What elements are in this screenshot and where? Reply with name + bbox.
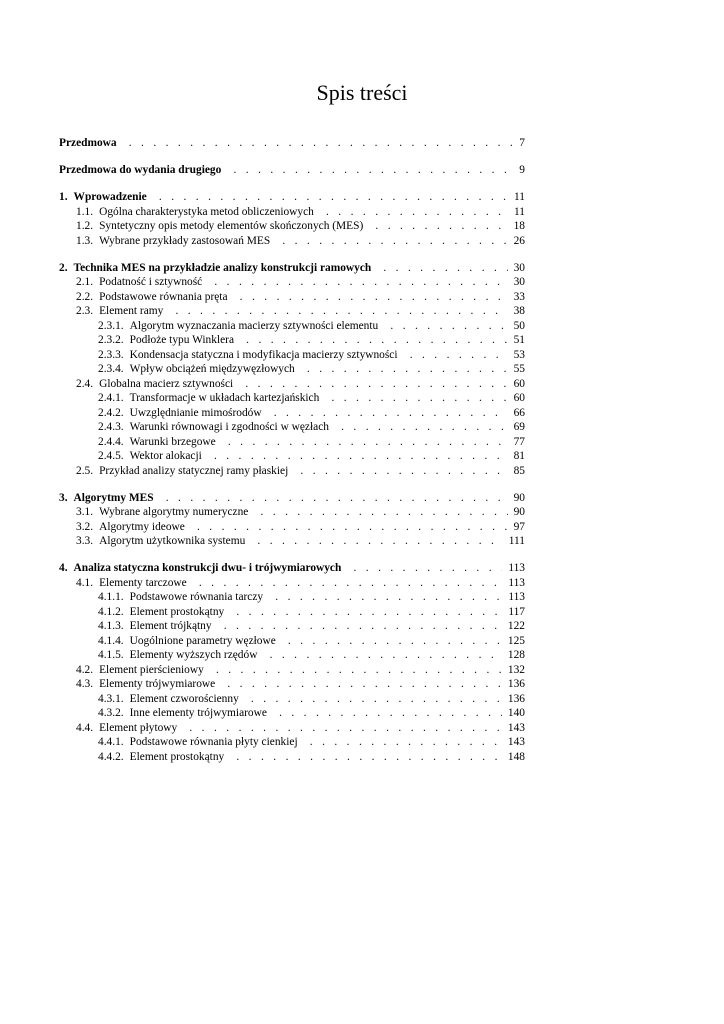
toc-entry-number: 2.1. [76,276,94,288]
toc-entry-page-number: 55 [508,362,525,377]
toc-entry-number: 1.2. [76,220,94,232]
toc-entry-number: 2.3.2. [98,334,124,346]
toc-section-entry [59,677,525,692]
toc-entry-number: 1.1. [76,205,94,218]
toc-entry-leader [98,420,525,435]
toc-entry-page-number: 60 [508,377,525,392]
toc-entry-title: Kondensacja statyczna i modyfikacja macierzy sztywności [129,348,398,361]
toc-section-entry [59,605,525,620]
toc-section-entry [59,576,525,591]
toc-entry-page-number: 128 [502,648,525,663]
toc-entry-page-number: 132 [502,663,525,678]
toc-entry-title: Podatność i sztywność [99,276,203,288]
toc-entry-title: Podstawowe równania tarczy [129,591,264,603]
toc-entry-title: Element płytowy [99,721,178,734]
toc-entry-heading [98,649,263,661]
toc-entry-title: Przykład analizy statycznej ramy płaskiej [99,464,289,477]
toc-entry-heading [98,436,222,448]
toc-entry-number: 3. [59,491,68,504]
toc-section-entry [59,205,525,220]
toc-entry-heading [98,635,282,647]
toc-entry-heading [98,363,301,375]
toc-entry-number: 4.1.5. [98,649,124,661]
toc-section-entry [59,406,525,421]
toc-section-entry [59,464,525,479]
toc-entry-page-number: 81 [508,449,525,464]
toc-entry-page-number: 136 [502,677,525,692]
toc-chapter-entry [59,190,525,205]
toc-entry-leader [59,491,525,506]
toc-entry-page-number: 30 [508,275,525,290]
toc-entry-title: Transformacje w układach kartezjańskich [129,392,320,404]
toc-entry-page-number: 18 [508,219,525,234]
toc-entry-number: 4.3. [76,678,94,690]
toc-section-entry [59,420,525,435]
toc-entry-heading [59,164,227,176]
toc-entry-page-number: 90 [508,505,525,520]
toc-entry-page-number: 38 [508,304,525,319]
toc-entry-page-number: 66 [508,406,525,421]
toc-entry-page-number: 122 [502,619,525,634]
toc-entry-page-number: 51 [508,333,525,348]
toc-entry-number: 2.4.4. [98,435,124,448]
toc-chapter-entry [59,261,525,276]
toc-entry-number: 2.3.4. [98,363,124,375]
toc-entry-heading [76,206,320,218]
toc-entry-leader [76,304,525,319]
toc-entry-leader [76,505,525,520]
toc-entry-leader [76,721,525,736]
toc-entry-number: 2.4.2. [98,406,124,419]
toc-section-entry [59,391,525,406]
toc-entry-leader [98,449,525,464]
toc-entry-heading [98,751,230,763]
toc-entry-heading [98,620,218,632]
toc-entry-number: 2.4.5. [98,450,124,462]
toc-section-entry [59,234,525,249]
toc-entry-leader [98,333,525,348]
toc-entry-page-number: 53 [508,348,525,363]
toc-entry-leader [98,692,525,707]
toc-entry-heading [76,577,193,589]
toc-entry-leader [76,377,525,392]
toc-entry-page-number: 125 [502,634,525,649]
toc-section-entry [59,648,525,663]
toc-entry-page-number: 7 [513,136,525,151]
toc-entry-heading [76,235,276,247]
toc-entry-leader [76,677,525,692]
toc-chapter-entry [59,163,525,178]
toc-entry-title: Wybrane przykłady zastosowań MES [99,234,271,247]
toc-entry-leader [59,261,525,276]
toc-entry-title: Element czworościenny [129,692,239,705]
toc-entry-title: Element trójkątny [129,620,212,632]
toc-entry-page-number: 140 [502,706,525,721]
toc-entry-heading [76,220,369,232]
toc-entry-number: 2.3.3. [98,348,124,361]
toc-entry-heading [98,606,230,618]
toc-entry-leader [98,605,525,620]
toc-entry-heading [98,707,273,719]
toc-entry-leader [76,576,525,591]
toc-entry-heading [59,191,153,203]
toc-entry-title: Wektor alokacji [129,450,202,462]
toc-entry-title: Podstawowe równania pręta [99,290,228,303]
toc-entry-page-number: 9 [513,163,525,178]
toc-entry-leader [76,275,525,290]
toc-entry-heading [98,407,268,419]
toc-section-entry [59,590,525,605]
toc-entry-number: 4.3.1. [98,692,124,705]
toc-entry-number: 4.1.2. [98,605,124,618]
toc-entry-title: Algorytmy MES [73,491,154,504]
toc-entry-title: Globalna macierz sztywności [99,377,234,390]
toc-entry-heading [76,378,239,390]
toc-entry-page-number: 85 [508,464,525,479]
toc-entry-title: Warunki brzegowe [129,435,216,448]
toc-entry-page-number: 77 [508,435,525,450]
toc-entry-leader [76,663,525,678]
toc-entry-leader [98,750,525,765]
toc-entry-title: Analiza statyczna konstrukcji dwu- i trójwymiarowych [73,562,342,574]
toc-entry-number: 2.4.1. [98,392,124,404]
toc-entry-number: 3.1. [76,506,94,518]
toc-entry-heading [98,693,245,705]
toc-entry-page-number: 30 [508,261,525,276]
toc-entry-title: Inne elementy trójwymiarowe [129,707,267,719]
toc-entry-page-number: 90 [508,491,525,506]
toc-entry-title: Wprowadzenie [73,191,147,203]
toc-entry-title: Podstawowe równania płyty cienkiej [129,736,298,748]
toc-entry-number: 2.2. [76,290,94,303]
toc-entry-leader [59,190,525,205]
page-title: Spis treści [316,80,408,105]
toc-entry-leader [76,534,525,549]
toc-entry-heading [98,349,404,361]
toc-entry-heading [76,678,221,690]
toc-entry-page-number: 113 [502,561,525,576]
toc-entry-number: 2.4.3. [98,421,124,433]
toc-entry-title: Ogólna charakterystyka metod obliczeniowych [99,205,314,218]
toc-entry-leader [98,435,525,450]
toc-entry-leader [76,464,525,479]
toc-entry-page-number: 136 [502,692,525,707]
toc-entry-heading [98,421,335,433]
toc-entry-page-number: 143 [502,735,525,750]
toc-entry-heading [76,506,254,518]
toc-entry-heading [98,736,304,748]
toc-entry-heading [59,137,123,149]
toc-entry-number: 4.1.1. [98,591,124,603]
toc-entry-number: 4.1.4. [98,634,124,647]
toc-entry-page-number: 60 [508,391,525,406]
toc-section-entry [59,634,525,649]
toc-entry-number: 2.3.1. [98,319,124,332]
toc-entry-title: Wybrane algorytmy numeryczne [99,506,249,518]
toc-section-entry [59,505,525,520]
toc-entry-page-number: 50 [508,319,525,334]
toc-entry-page-number: 97 [508,520,525,535]
toc-entry-number: 4.4. [76,721,94,734]
toc-entry-title: Przedmowa do wydania drugiego [59,164,222,176]
toc-entry-title: Element prostokątny [129,750,225,763]
toc-entry-page-number: 111 [503,534,525,549]
toc-section-entry [59,435,525,450]
toc-entry-heading [76,465,294,477]
toc-entry-number: 4.2. [76,663,94,676]
toc-section-entry [59,534,525,549]
toc-section-entry [59,290,525,305]
toc-entry-leader [76,205,525,220]
toc-section-entry [59,219,525,234]
toc-chapter-entry [59,136,525,151]
toc-section-entry [59,304,525,319]
toc-entry-number: 3.3. [76,535,94,547]
toc-entry-number: 4.3.2. [98,707,124,719]
toc-section-entry [59,750,525,765]
toc-section-entry [59,735,525,750]
toc-entry-heading [59,262,377,274]
toc-entry-title: Element ramy [99,305,164,317]
toc-entry-heading [76,276,208,288]
toc-entry-page-number: 148 [502,750,525,765]
toc-entry-leader [76,520,525,535]
toc-entry-heading [59,562,347,574]
toc-entry-title: Podłoże typu Winklera [129,334,234,346]
toc-section-entry [59,692,525,707]
toc-entry-title: Warunki równowagi i zgodności w węzłach [129,421,329,433]
toc-entry-heading [98,450,208,462]
toc-entry-leader [76,290,525,305]
toc-section-entry [59,362,525,377]
toc-section-entry [59,319,525,334]
toc-entry-heading [76,722,183,734]
toc-entry-title: Algorytmy ideowe [99,520,185,533]
toc-entry-title: Syntetyczny opis metody elementów skończonych (MES) [99,220,364,232]
toc-entry-title: Wpływ obciążeń międzywęzłowych [129,363,295,375]
toc-entry-title: Algorytm użytkownika systemu [99,535,246,547]
toc-entry-leader [98,735,525,750]
toc-entry-heading [59,492,160,504]
toc-entry-heading [76,291,234,303]
toc-section-entry [59,275,525,290]
toc-entry-number: 2. [59,261,68,274]
toc-entry-number: 3.2. [76,520,94,533]
toc-entry-title: Element prostokątny [129,605,225,618]
toc-section-entry [59,721,525,736]
toc-entry-number: 4.1.3. [98,620,124,632]
toc-entry-leader [98,362,525,377]
toc-entry-leader [76,219,525,234]
toc-entry-page-number: 113 [502,590,525,605]
table-of-contents [59,136,525,764]
toc-section-entry [59,663,525,678]
toc-entry-page-number: 113 [502,576,525,591]
toc-entry-number: 4.4.2. [98,750,124,763]
toc-entry-title: Element pierścieniowy [99,663,204,676]
toc-entry-heading [76,535,251,547]
toc-entry-number: 2.4. [76,377,94,390]
toc-section-entry [59,520,525,535]
toc-section-entry [59,706,525,721]
toc-chapter-entry [59,491,525,506]
toc-entry-heading [98,334,240,346]
toc-entry-leader [98,590,525,605]
toc-entry-page-number: 11 [508,205,525,220]
toc-entry-heading [76,521,191,533]
toc-entry-heading [76,305,169,317]
toc-section-entry [59,449,525,464]
toc-entry-title: Przedmowa [59,137,117,149]
toc-entry-page-number: 33 [508,290,525,305]
toc-section-entry [59,619,525,634]
toc-entry-title: Technika MES na przykładzie analizy konstrukcji ramowych [73,261,372,274]
toc-entry-leader [98,319,525,334]
toc-entry-leader [98,391,525,406]
toc-entry-leader [59,561,525,576]
toc-entry-leader [98,619,525,634]
toc-chapter-entry [59,561,525,576]
toc-entry-heading [98,591,269,603]
toc-entry-leader [98,634,525,649]
toc-entry-page-number: 143 [502,721,525,736]
toc-entry-heading [76,664,210,676]
toc-entry-number: 4.4.1. [98,736,124,748]
toc-entry-leader [59,163,525,178]
toc-entry-leader [59,136,525,151]
toc-entry-title: Elementy wyższych rzędów [129,649,258,661]
toc-entry-number: 4.1. [76,576,94,589]
toc-entry-page-number: 11 [508,190,525,205]
toc-entry-leader [98,706,525,721]
toc-entry-leader [98,406,525,421]
toc-entry-number: 1. [59,191,68,203]
toc-entry-title: Elementy tarczowe [99,576,187,589]
toc-entry-number: 4. [59,562,68,574]
toc-entry-number: 2.5. [76,464,94,477]
toc-entry-heading [98,392,325,404]
toc-entry-page-number: 117 [502,605,525,620]
toc-entry-number: 1.3. [76,234,94,247]
toc-section-entry [59,348,525,363]
toc-section-entry [59,377,525,392]
toc-entry-leader [98,648,525,663]
toc-entry-title: Elementy trójwymiarowe [99,678,216,690]
toc-entry-number: 2.3. [76,305,94,317]
toc-entry-title: Algorytm wyznaczania macierzy sztywności elementu [129,319,379,332]
toc-entry-title: Uwzględnianie mimośrodów [129,406,262,419]
toc-entry-heading [98,320,384,332]
toc-entry-page-number: 26 [508,234,525,249]
toc-section-entry [59,333,525,348]
toc-entry-leader [98,348,525,363]
toc-entry-page-number: 69 [508,420,525,435]
toc-entry-leader [76,234,525,249]
toc-entry-title: Uogólnione parametry węzłowe [129,634,276,647]
